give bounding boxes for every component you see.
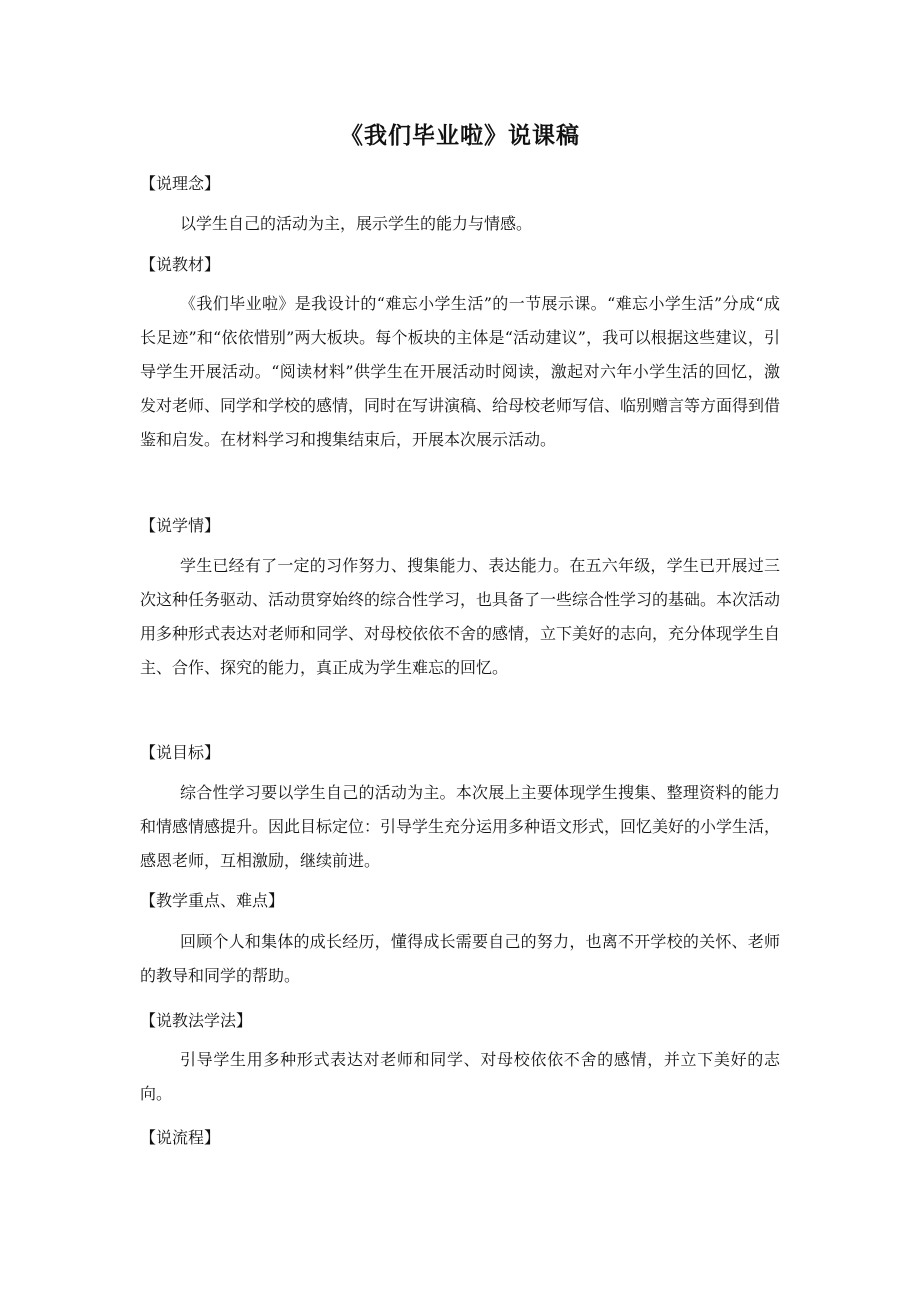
section-heading-students: 【说学情】 [140,516,221,535]
section-text-philosophy: 以学生自己的活动为主，展示学生的能力与情感。 [180,214,533,233]
section-heading-key-points: 【教学重点、难点】 [140,891,285,910]
section-text-students: 学生已经有了一定的习作努力、搜集能力、表达能力。在五六年级，学生已开展过三次这种任务驱动、活动贯穿始终的综合性学习，也具备了一些综合性学习的基础。本次活动用多种形式表达对老师和同学、对母校依依不舍的感情，立下美好的志向，充分体现学生自主、合作、探究的能力，真正成为学生难忘的回忆。 [140,556,781,677]
section-text-goals: 综合性学习要以学生自己的活动为主。本次展上主要体现学生搜集、整理资料的能力和情感情感提升。因此目标定位：引导学生充分运用多种语文形式，回忆美好的小学生活，感恩老师，互相激励，继续前进。 [140,783,781,870]
section-heading-philosophy: 【说理念】 [140,174,221,193]
section-heading-methods: 【说教法学法】 [140,1011,253,1030]
section-text-textbook: 《我们毕业啦》是我设计的“难忘小学生活”的一节展示课。“难忘小学生活”分成“成长足迹”和“依依惜别”两大板块。每个板块的主体是“活动建议”，我可以根据这些建议，引导学生开展活动。“阅读材料”供学生在开展活动时阅读，激起对六年小学生活的回忆，激发对老师、同学和学校的感情，同时在写讲演稿、给母校老师写信、临别赠言等方面得到借鉴和启发。在材料学习和搜集结束后，开展本次展示活动。 [140,294,781,449]
section-heading-textbook: 【说教材】 [140,255,221,274]
section-text-key-points: 回顾个人和集体的成长经历，懂得成长需要自己的努力，也离不开学校的关怀、老师的教导和同学的帮助。 [140,932,780,985]
section-heading-process: 【说流程】 [140,1128,221,1147]
section-text-methods: 引导学生用多种形式表达对老师和同学、对母校依依不舍的感情，并立下美好的志向。 [140,1050,780,1103]
document-title: 《我们毕业啦》说课稿 [340,122,580,149]
section-heading-goals: 【说目标】 [140,743,221,762]
